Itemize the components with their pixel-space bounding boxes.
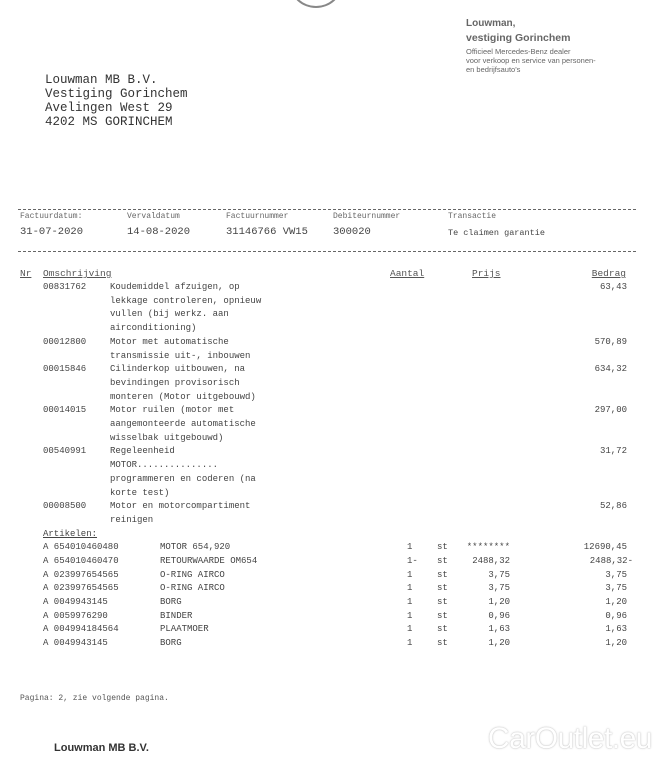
- labor-description: Regeleenheid MOTOR............... programmeren en coderen (na korte test): [110, 446, 256, 498]
- labor-amount: 297,00: [594, 405, 627, 416]
- header-nr: Nr: [20, 268, 32, 279]
- article-price: 3,75: [488, 569, 510, 580]
- article-code: A 0049943145: [43, 638, 108, 649]
- labor-row: [0, 404, 662, 445]
- article-quantity: 1: [407, 583, 413, 594]
- labor-amount: 570,89: [594, 336, 627, 347]
- article-row: [0, 582, 662, 596]
- mercedes-logo: [290, 0, 342, 8]
- article-amount: 1,63: [605, 624, 627, 635]
- article-description: O-RING AIRCO: [160, 569, 225, 580]
- article-price: 1,63: [488, 624, 510, 635]
- labor-code: 00012800: [43, 336, 87, 347]
- dealer-header: [466, 18, 596, 74]
- article-price: ********: [466, 542, 510, 553]
- article-description: RETOURWAARDE OM654: [160, 556, 258, 567]
- article-row: [0, 569, 662, 583]
- article-amount: 3,75: [605, 583, 627, 594]
- article-unit: st: [437, 597, 448, 608]
- labor-amount: 31,72: [599, 446, 627, 457]
- labor-description: Motor en motorcompartiment reinigen: [110, 501, 251, 525]
- labor-row: [0, 363, 662, 404]
- article-description: BORG: [160, 638, 182, 649]
- article-quantity: 1: [407, 569, 413, 580]
- article-amount: 3,75: [605, 569, 627, 580]
- article-amount: 0,96: [605, 610, 627, 621]
- article-row: [0, 596, 662, 610]
- article-amount: 2488,32-: [589, 556, 633, 567]
- article-amount: 1,20: [605, 638, 627, 649]
- labor-row: [0, 500, 662, 527]
- article-quantity: 1: [407, 624, 413, 635]
- article-code: A 654010460470: [43, 556, 119, 567]
- article-description: PLAATMOER: [160, 624, 209, 635]
- article-price: 2488,32: [472, 556, 510, 567]
- article-code: A 023997654565: [43, 583, 119, 594]
- article-description: MOTOR 654,920: [160, 542, 231, 553]
- article-row: [0, 541, 662, 555]
- article-unit: st: [437, 638, 448, 649]
- article-price: 0,96: [488, 610, 510, 621]
- labor-code: 00014015: [43, 405, 87, 416]
- article-description: O-RING AIRCO: [160, 583, 225, 594]
- labor-code: 00540991: [43, 446, 87, 457]
- dealer-tagline: Officieel Mercedes-Benz dealer voor verkoop en service van personen- en bedrijfsauto's: [466, 47, 596, 74]
- labor-description: Cilinderkop uitbouwen, na bevindingen provisorisch monteren (Motor uitgebouwd): [110, 364, 256, 402]
- header-amount: Bedrag: [591, 268, 626, 279]
- article-price: 1,20: [488, 638, 510, 649]
- recipient-address: Louwman MB B.V. Vestiging Gorinchem Avelingen West 29 4202 MS GORINCHEM: [45, 73, 188, 129]
- article-description: BINDER: [160, 610, 193, 621]
- label-debtor-number: Debiteurnummer: [333, 212, 401, 221]
- divider: [18, 251, 636, 252]
- article-quantity: 1: [407, 542, 413, 553]
- invoice-number: 31146766 VW15: [226, 226, 308, 238]
- labor-code: 00015846: [43, 364, 87, 375]
- articles-label: Artikelen:: [43, 528, 98, 539]
- due-date: 14-08-2020: [127, 226, 191, 238]
- article-row: [0, 637, 662, 651]
- article-quantity: 1: [407, 597, 413, 608]
- article-unit: st: [437, 610, 448, 621]
- header-quantity: Aantal: [390, 268, 425, 279]
- article-code: A 0049943145: [43, 597, 108, 608]
- article-row: [0, 623, 662, 637]
- article-quantity: 1-: [407, 556, 418, 567]
- article-unit: st: [437, 624, 448, 635]
- labor-code: 00008500: [43, 501, 87, 512]
- label-invoice-date: Factuurdatum:: [20, 212, 83, 221]
- labor-amount: 63,43: [599, 282, 627, 292]
- labor-row: [0, 445, 662, 500]
- article-code: A 654010460480: [43, 542, 119, 553]
- dealer-branch: vestiging Gorinchem: [466, 32, 571, 44]
- header-description: Omschrijving: [43, 268, 112, 279]
- label-due-date: Vervaldatum: [127, 212, 180, 221]
- article-description: BORG: [160, 597, 182, 608]
- dealer-name: Louwman,: [466, 18, 516, 29]
- article-code: A 004994184564: [43, 624, 119, 635]
- labor-description: Motor met automatische transmissie uit-, inbouwen: [110, 336, 251, 361]
- label-invoice-number: Factuurnummer: [226, 212, 289, 221]
- debtor-number: 300020: [333, 226, 371, 238]
- article-amount: 12690,45: [583, 542, 627, 553]
- article-quantity: 1: [407, 610, 413, 621]
- labor-description: Motor ruilen (motor met aangemonteerde automatische wisselbak uitgebouwd): [110, 405, 256, 443]
- article-price: 3,75: [488, 583, 510, 594]
- article-row: [0, 610, 662, 624]
- labor-row: [0, 336, 662, 363]
- article-price: 1,20: [488, 597, 510, 608]
- page-indicator: Pagina: 2, zie volgende pagina.: [20, 694, 169, 703]
- label-transaction: Transactie: [448, 212, 497, 221]
- header-price: Prijs: [472, 268, 501, 279]
- article-unit: st: [437, 569, 448, 580]
- article-unit: st: [437, 542, 448, 553]
- article-unit: st: [437, 583, 448, 594]
- article-quantity: 1: [407, 638, 413, 649]
- labor-code: 00831762: [43, 282, 87, 292]
- footer-company: Louwman MB B.V.: [54, 742, 149, 754]
- article-code: A 0059976290: [43, 610, 108, 621]
- watermark: CarOutlet.eu: [487, 722, 652, 755]
- article-unit: st: [437, 556, 448, 567]
- labor-amount: 52,86: [599, 501, 627, 512]
- labor-description: Koudemiddel afzuigen, op lekkage controleren, opnieuw vullen (bij werkz. aan airconditioning): [110, 282, 262, 334]
- labor-row: [0, 281, 662, 336]
- article-code: A 023997654565: [43, 569, 119, 580]
- invoice-date: 31-07-2020: [20, 226, 84, 238]
- invoice-lines: [0, 281, 662, 651]
- labor-amount: 634,32: [594, 364, 627, 375]
- article-row: [0, 555, 662, 569]
- divider: [18, 209, 636, 210]
- article-amount: 1,20: [605, 597, 627, 608]
- transaction: Te claimen garantie: [448, 228, 545, 238]
